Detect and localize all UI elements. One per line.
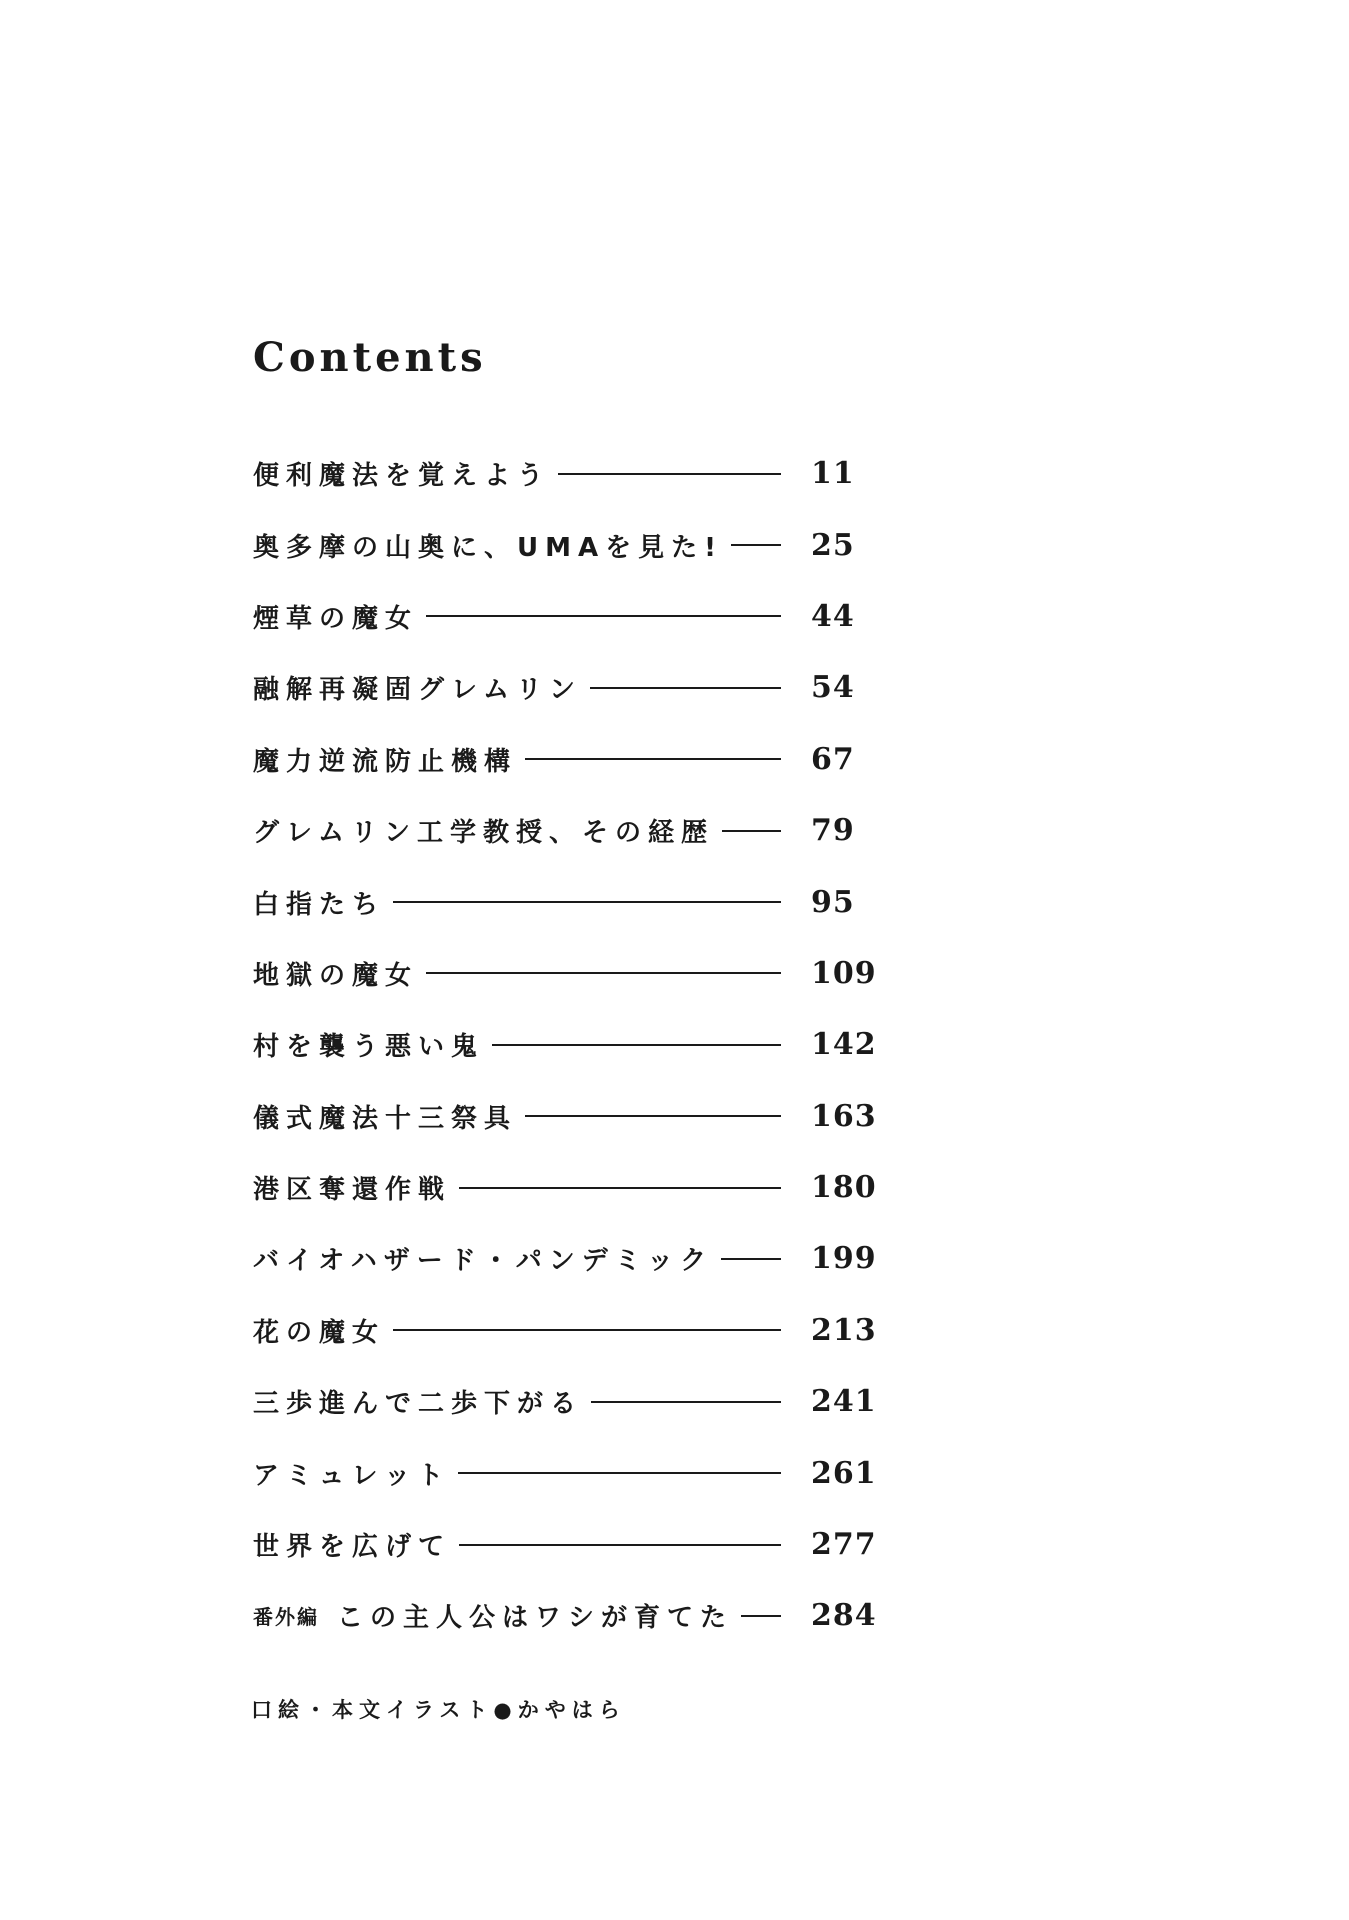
page-number: 284 (811, 1598, 877, 1634)
leader-line (731, 544, 781, 546)
chapter-title: 三歩進んで二歩下がる (253, 1389, 584, 1420)
toc-entry (253, 1081, 893, 1152)
page-number: 142 (811, 1027, 877, 1063)
chapter-title: アミュレット (253, 1460, 451, 1491)
leader-line (722, 830, 781, 832)
chapter-title: この主人公はワシが育てた (337, 1603, 734, 1634)
page-number: 54 (811, 670, 855, 706)
leader-line (525, 1115, 781, 1117)
chapter-title: 融解再凝固グレムリン (253, 675, 582, 706)
chapter-title: 世界を広げて (253, 1532, 452, 1563)
leader-line (393, 1329, 781, 1331)
toc-entry (253, 1437, 893, 1508)
page-number: 261 (811, 1455, 877, 1491)
illustration-credit: 口絵・本文イラスト●かやはら (251, 1698, 626, 1722)
toc-entry (253, 866, 893, 937)
page-number: 44 (811, 598, 855, 634)
page-number: 67 (811, 741, 855, 777)
leader-line (591, 1401, 781, 1403)
toc-entry (253, 581, 893, 652)
leader-line (393, 901, 781, 903)
extra-chapter-prefix: 番外編 (253, 1605, 319, 1630)
leader-line (426, 972, 781, 974)
toc-entry (253, 724, 893, 795)
chapter-title: 花の魔女 (253, 1317, 386, 1348)
page-number: 79 (811, 813, 855, 849)
toc-entry (253, 1152, 893, 1223)
page-number: 180 (811, 1170, 877, 1206)
page-number: 95 (811, 884, 855, 920)
leader-line (590, 687, 781, 689)
toc-list (253, 438, 893, 1652)
page-number: 241 (811, 1384, 877, 1420)
chapter-title: 村を襲う悪い鬼 (253, 1032, 485, 1063)
chapter-title: 白指たち (253, 889, 386, 920)
toc-entry (253, 438, 893, 509)
chapter-title: バイオハザード・パンデミック (253, 1246, 714, 1277)
page-number: 199 (811, 1241, 877, 1277)
leader-line (741, 1615, 781, 1617)
chapter-title: 煙草の魔女 (253, 603, 419, 634)
page-number: 25 (811, 527, 855, 563)
toc-entry (253, 795, 893, 866)
chapter-title: グレムリン工学教授、その経歴 (253, 818, 714, 849)
toc-entry (253, 1295, 893, 1366)
chapter-title: 港区奪還作戦 (253, 1175, 452, 1206)
page-number: 163 (811, 1098, 877, 1134)
leader-line (426, 615, 781, 617)
toc-entry-extra (253, 1580, 893, 1651)
contents-heading: Contents (253, 334, 487, 381)
chapter-title-group (253, 1597, 733, 1634)
leader-line (558, 473, 781, 475)
toc-entry (253, 1223, 893, 1294)
toc-entry (253, 1366, 893, 1437)
chapter-title: 便利魔法を覚えよう (253, 461, 551, 492)
leader-line (459, 1187, 781, 1189)
leader-line (459, 1544, 781, 1546)
chapter-title: 儀式魔法十三祭具 (253, 1103, 518, 1134)
page-number: 11 (811, 456, 855, 492)
toc-entry (253, 1009, 893, 1080)
leader-line (492, 1044, 781, 1046)
toc-entry (253, 938, 893, 1009)
page-number: 213 (811, 1312, 877, 1348)
leader-line (721, 1258, 781, 1260)
chapter-title: 地獄の魔女 (253, 960, 419, 991)
chapter-title: 魔力逆流防止機構 (253, 746, 518, 777)
leader-line (458, 1472, 781, 1474)
page-number: 277 (811, 1527, 877, 1563)
chapter-title: 奥多摩の山奥に、UMAを見た! (253, 532, 723, 563)
toc-entry (253, 509, 893, 580)
toc-entry (253, 1509, 893, 1580)
toc-entry (253, 652, 893, 723)
leader-line (525, 758, 781, 760)
page-number: 109 (811, 955, 877, 991)
